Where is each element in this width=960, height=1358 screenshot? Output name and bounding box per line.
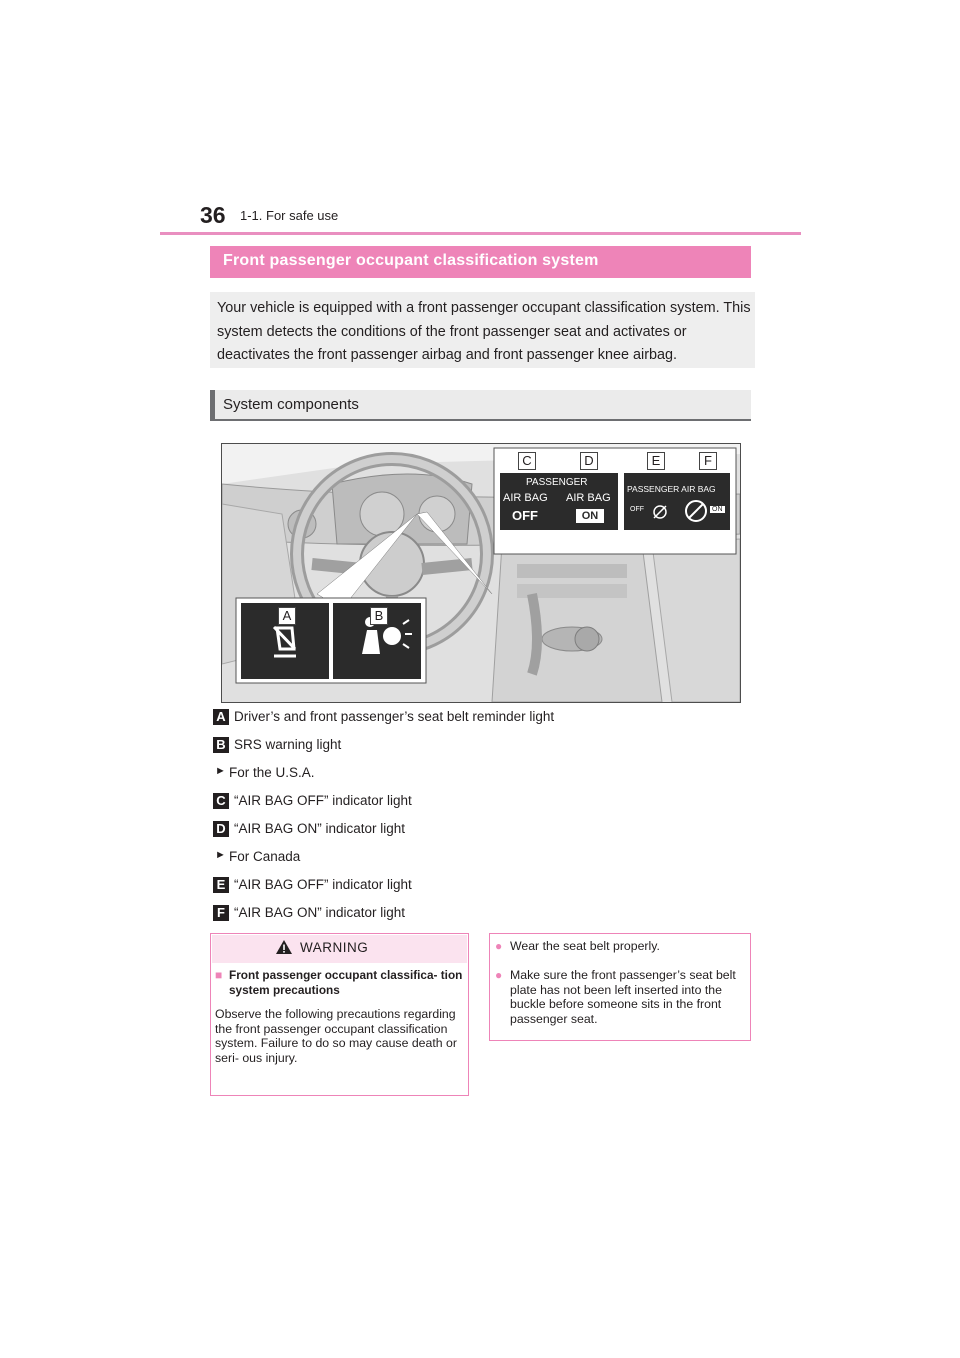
label-f: F xyxy=(213,905,229,921)
warning-triangle-icon xyxy=(275,939,293,955)
warning-bullet-1: Wear the seat belt properly. xyxy=(510,939,660,953)
callout-f: F xyxy=(699,452,717,470)
section-title: Front passenger occupant classification system xyxy=(223,252,599,269)
canada-heading: For Canada xyxy=(229,849,301,864)
triangle-bullet-icon: ► xyxy=(215,765,226,777)
component-e-text: “AIR BAG OFF” indicator light xyxy=(234,877,412,892)
callout-d: D xyxy=(580,452,598,470)
canada-panel-off: OFF xyxy=(630,506,644,513)
warning-heading: Front passenger occupant classifica- tion system precautions xyxy=(229,968,463,997)
callout-e: E xyxy=(647,452,665,470)
component-a-text: Driver’s and front passenger’s seat belt reminder light xyxy=(234,709,555,724)
canada-panel-on: ON xyxy=(712,506,723,513)
usa-heading: For the U.S.A. xyxy=(229,765,315,780)
component-f-text: “AIR BAG ON” indicator light xyxy=(234,905,406,920)
square-bullet-icon: ■ xyxy=(215,968,223,982)
label-b: B xyxy=(213,737,229,753)
dashboard-figure xyxy=(221,443,741,703)
page-number: 36 xyxy=(200,202,226,228)
intro-text: Your vehicle is equipped with a front passenger occupant classification system. This system detects the conditions of the front passenger seat and activates or deactivates the front passenger airbag and front passenger knee airbag. xyxy=(217,300,751,363)
callout-c: C xyxy=(518,452,536,470)
header-divider xyxy=(160,232,801,235)
usa-panel-on: ON xyxy=(576,509,604,523)
circle-bullet-icon: ● xyxy=(495,939,503,953)
usa-panel-airbag-left: AIR BAG xyxy=(503,492,548,504)
triangle-bullet-icon: ► xyxy=(215,849,226,861)
usa-panel-passenger: PASSENGER xyxy=(526,477,588,488)
callout-b: B xyxy=(370,607,388,625)
warning-title: WARNING xyxy=(300,940,369,955)
label-e: E xyxy=(213,877,229,893)
subsection-title: System components xyxy=(223,396,359,413)
label-a: A xyxy=(213,709,229,725)
component-b-text: SRS warning light xyxy=(234,737,342,752)
component-c-text: “AIR BAG OFF” indicator light xyxy=(234,793,412,808)
label-c: C xyxy=(213,793,229,809)
label-d: D xyxy=(213,821,229,837)
usa-panel-airbag-right: AIR BAG xyxy=(566,492,611,504)
warning-body: Observe the following precautions regarding the front passenger occupant classification system. Failure to do so may cause death or seri- ous injury. xyxy=(215,1007,457,1065)
component-d-text: “AIR BAG ON” indicator light xyxy=(234,821,406,836)
usa-panel-off: OFF xyxy=(512,508,538,523)
warning-bullet-2: Make sure the front passenger’s seat belt plate has not been left inserted into the buckle before someone sits in the front passenger seat. xyxy=(510,968,736,1026)
callout-a: A xyxy=(278,607,296,625)
section-reference: 1-1. For safe use xyxy=(240,208,339,223)
dashboard-illustration xyxy=(222,444,740,702)
canada-panel-title: PASSENGER AIR BAG xyxy=(627,484,716,494)
circle-bullet-icon: ● xyxy=(495,968,503,982)
